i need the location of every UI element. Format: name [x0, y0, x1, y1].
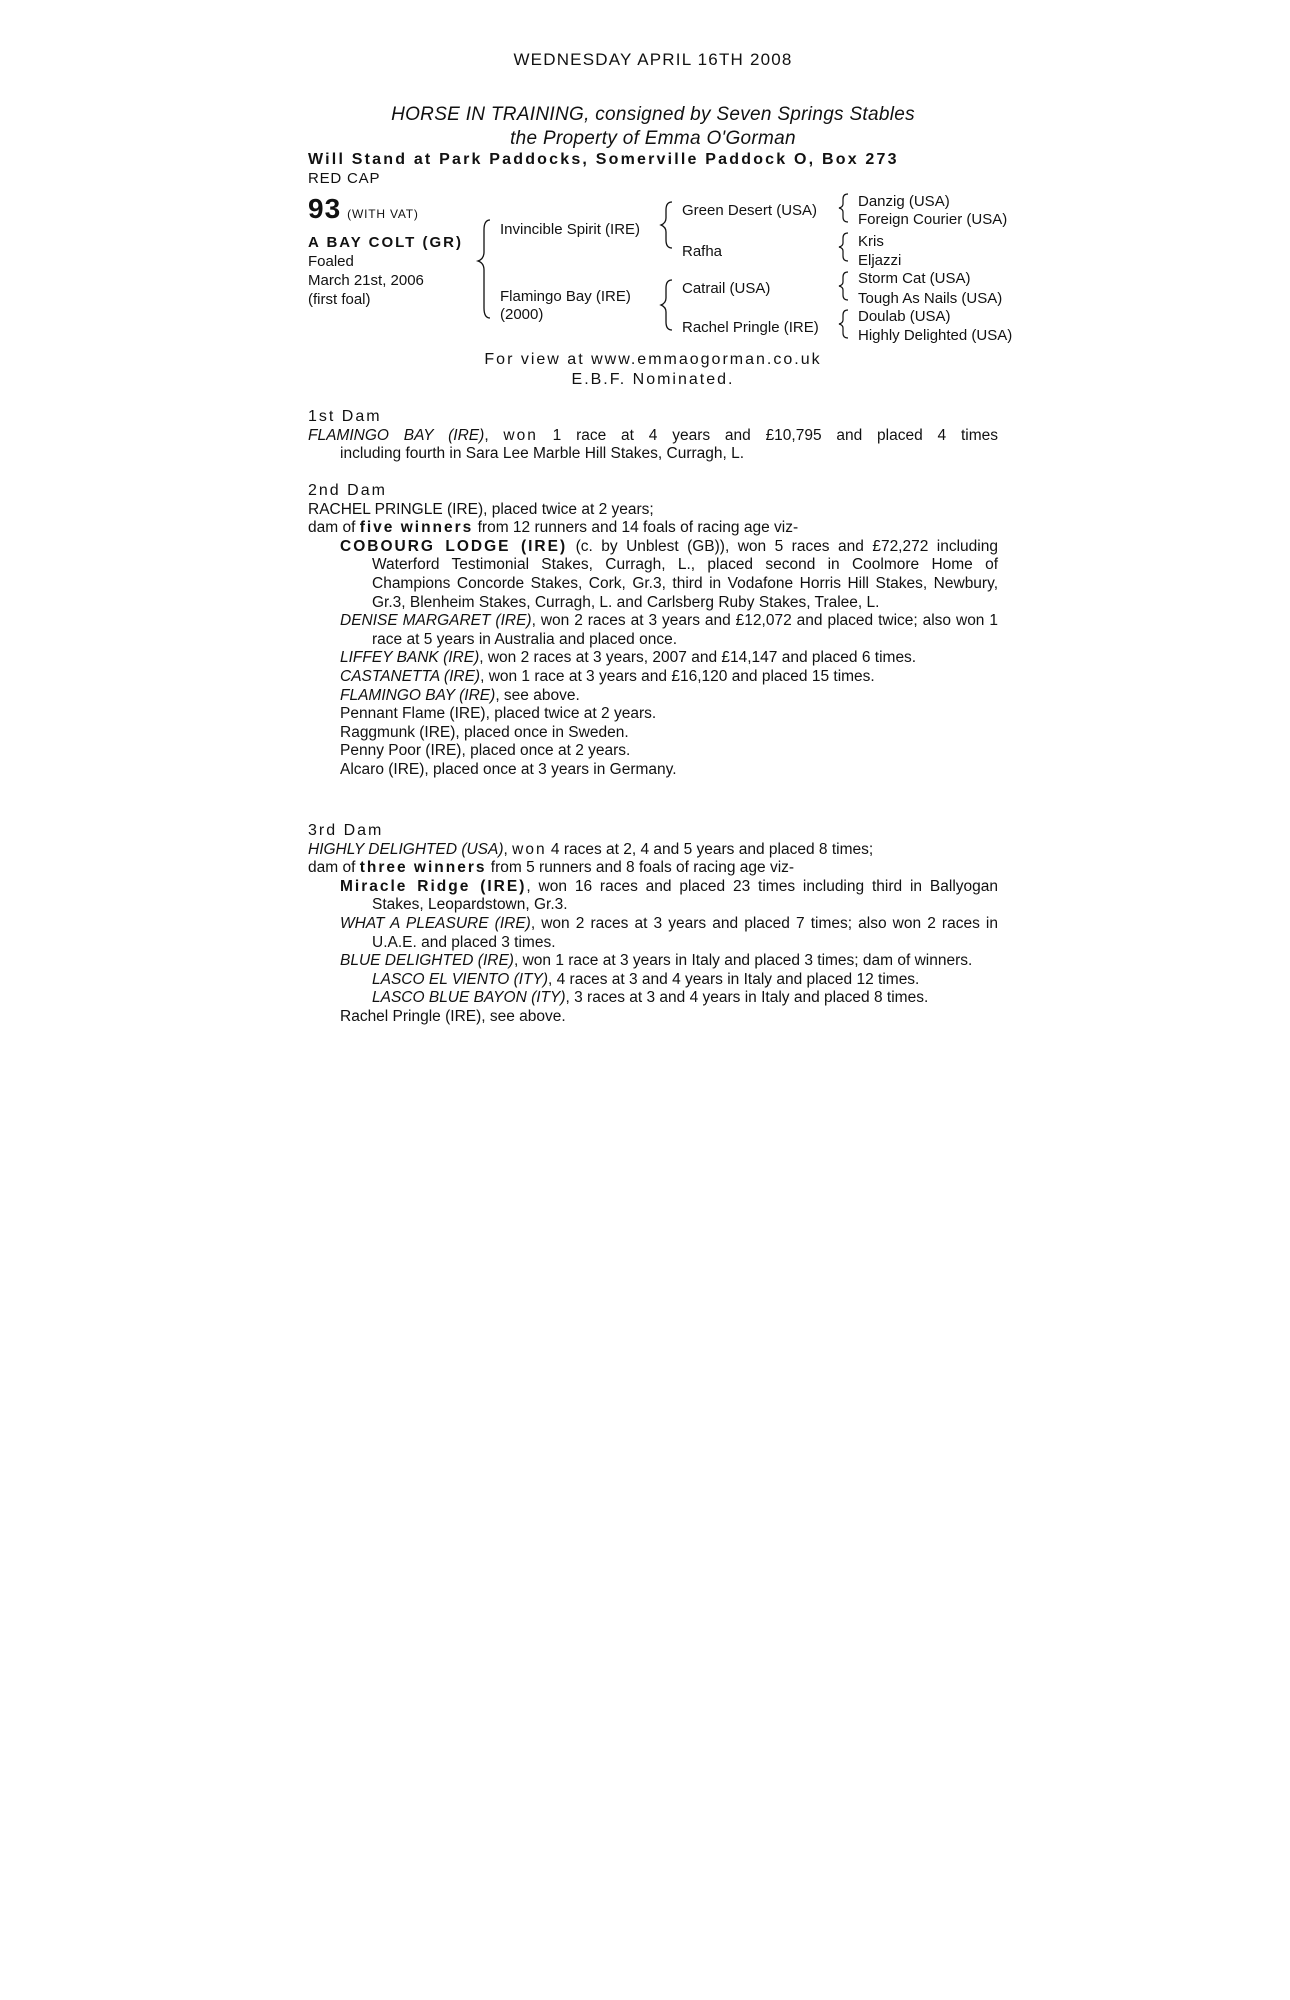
foaled-label: Foaled — [308, 253, 354, 270]
grandparent-5: Storm Cat (USA) — [858, 270, 971, 287]
dam-brace — [661, 280, 672, 330]
property-line: the Property of Emma O'Gorman — [510, 128, 796, 149]
gsire-brace-2 — [839, 233, 848, 261]
sire-dam: Rafha — [682, 243, 723, 260]
first-dam-record: 1 race at 4 years and £10,795 and placed 4 times — [552, 426, 998, 444]
produce-lasco-el-viento — [308, 971, 998, 990]
first-dam-entry: FLAMINGO BAY (IRE), won 1 race at 4 years and £10,795 and placed 4 times — [308, 426, 998, 444]
produce-runners: from 12 runners and 14 foals of racing age viz- — [477, 519, 799, 537]
third-dam-name: HIGHLY DELIGHTED (USA) — [308, 840, 504, 858]
first-dam-section — [308, 408, 998, 464]
produce-record: (c. by Unblest (GB)), won 5 races and £72,272 including Waterford Testimonial Stakes, Curragh, L., placed second in Coolmore Home of Champions Concorde Stakes, Cork, Gr.3, third in Vodafone Horris Hill Stakes, Newbury, Gr.3, Blenheim Stakes, Curragh, L. and Carlsberg Ruby Stakes, Tralee, L. — [372, 537, 998, 611]
first-dam-record-cont: including fourth in Sara Lee Marble Hill Stakes, Curragh, L. — [340, 445, 745, 463]
produce-castanetta — [308, 668, 998, 687]
horse-description: A BAY COLT (GR) — [308, 234, 464, 251]
produce-flamingo-bay — [308, 687, 998, 706]
first-dam-title: 1st Dam — [308, 408, 382, 425]
grandparent-7: Doulab (USA) — [858, 308, 951, 325]
produce-record: , 4 races at 3 and 4 years in Italy and placed 12 times. — [548, 970, 920, 988]
third-dam-title: 3rd Dam — [308, 822, 384, 839]
grandparent-3: Kris — [858, 233, 884, 250]
third-dam-section — [308, 822, 998, 1027]
produce-lasco-blue-bayon — [308, 989, 998, 1008]
produce-winners-count: five winners — [359, 519, 474, 537]
third-dam-produce-summary — [308, 859, 998, 878]
produce-record: , 3 races at 3 and 4 years in Italy and placed 8 times. — [565, 989, 929, 1007]
sale-date: WEDNESDAY APRIL 16TH 2008 — [513, 50, 793, 69]
produce-name: COBOURG LODGE (IRE) — [340, 537, 568, 555]
produce-name: FLAMINGO BAY (IRE) — [340, 686, 496, 704]
produce-name: CASTANETTA (IRE) — [340, 667, 481, 685]
grandparent-1: Danzig (USA) — [858, 193, 950, 210]
first-dam-won: won — [503, 426, 538, 444]
second-dam-title: 2nd Dam — [308, 482, 387, 499]
produce-record: , won 2 races at 3 years, 2007 and £14,147 and placed 6 times. — [479, 649, 917, 667]
produce-record: , won 16 races and placed 23 times including third in Ballyogan Stakes, Leopardstown, Gr.3. — [372, 877, 998, 914]
produce-record: , won 2 races at 3 years and £12,072 and placed twice; also won 1 race at 5 years in Australia and placed once. — [372, 612, 998, 648]
produce-record: , won 1 race at 3 years in Italy and placed 3 times; dam of winners. — [513, 952, 973, 970]
consignment-line: HORSE IN TRAINING, consigned by Seven Springs Stables — [391, 104, 915, 125]
produce-name: LASCO BLUE BAYON (ITY) — [372, 989, 566, 1007]
produce-dam-of: dam of — [308, 519, 356, 537]
produce-raggmunk: Raggmunk (IRE), placed once in Sweden. — [340, 723, 629, 741]
gsire-brace-1 — [839, 194, 848, 222]
dam-name: Flamingo Bay (IRE) — [500, 288, 631, 305]
produce-name: LASCO EL VIENTO (ITY) — [372, 970, 549, 988]
first-dam-name: FLAMINGO BAY (IRE) — [308, 426, 485, 444]
grandparent-2: Foreign Courier (USA) — [858, 211, 1008, 228]
produce-alcaro: Alcaro (IRE), placed once at 3 years in Germany. — [340, 760, 677, 778]
main-brace — [478, 220, 490, 318]
produce-record: , won 1 race at 3 years and £16,120 and placed 15 times. — [480, 667, 875, 685]
produce-record: , see above. — [495, 686, 580, 704]
produce-winners-count: three winners — [359, 859, 487, 877]
second-dam-entry: RACHEL PRINGLE (IRE), placed twice at 2 years; — [308, 500, 654, 518]
consignment-heading — [308, 103, 998, 151]
produce-liffey-bank — [308, 649, 998, 668]
produce-name: Miracle Ridge (IRE) — [340, 877, 527, 895]
grandparent-6: Tough As Nails (USA) — [858, 290, 1003, 307]
vat-note: (WITH VAT) — [347, 207, 419, 221]
dam-sire: Catrail (USA) — [682, 280, 771, 297]
sire-sire: Green Desert (USA) — [682, 202, 818, 219]
produce-pennant-flame: Pennant Flame (IRE), placed twice at 2 years. — [340, 705, 657, 723]
grandparent-8: Highly Delighted (USA) — [858, 327, 1013, 344]
foal-note: (first foal) — [308, 291, 371, 308]
ebf-nominated: E.B.F. Nominated. — [571, 371, 735, 388]
foaled-date: March 21st, 2006 — [308, 272, 424, 289]
gsire-brace-3 — [839, 272, 848, 300]
second-dam-produce-summary — [308, 519, 998, 538]
sire-brace — [661, 202, 672, 248]
sire: Invincible Spirit (IRE) — [500, 221, 641, 238]
lot-number: 93 — [308, 193, 342, 224]
cap-colour: RED CAP — [308, 170, 381, 187]
produce-name: LIFFEY BANK (IRE) — [340, 649, 480, 667]
third-dam-won: won — [512, 840, 547, 858]
produce-denise-margaret — [308, 612, 998, 649]
produce-dam-of: dam of — [308, 859, 356, 877]
grandparent-4: Eljazzi — [858, 252, 902, 269]
produce-name: BLUE DELIGHTED (IRE) — [340, 952, 514, 970]
dam-dam: Rachel Pringle (IRE) — [682, 319, 819, 336]
produce-rachel-pringle: Rachel Pringle (IRE), see above. — [340, 1007, 566, 1025]
produce-name: DENISE MARGARET (IRE) — [340, 612, 532, 630]
produce-runners: from 5 runners and 8 foals of racing age viz- — [490, 859, 795, 877]
third-dam-entry: HIGHLY DELIGHTED (USA), won 4 races at 2, 4 and 5 years and placed 8 times; — [308, 840, 874, 858]
produce-name: WHAT A PLEASURE (IRE) — [340, 914, 531, 932]
third-dam-record: 4 races at 2, 4 and 5 years and placed 8 times; — [550, 840, 874, 858]
produce-what-a-pleasure — [308, 915, 998, 952]
view-website: For view at www.emmaogorman.co.uk — [484, 351, 822, 368]
web-and-nomination — [308, 350, 998, 390]
produce-blue-delighted — [308, 952, 998, 971]
produce-miracle-ridge — [308, 878, 998, 915]
dam-year: (2000) — [500, 306, 544, 323]
stabling-location: Will Stand at Park Paddocks, Somerville Paddock O, Box 273 — [308, 151, 899, 168]
gsire-brace-4 — [839, 310, 848, 338]
second-dam-section — [308, 482, 998, 780]
produce-record: , won 2 races at 3 years and placed 7 times; also won 2 races in U.A.E. and placed 3 times. — [372, 914, 998, 951]
produce-penny-poor: Penny Poor (IRE), placed once at 2 years. — [340, 742, 631, 760]
produce-cobourg-lodge — [308, 538, 998, 612]
